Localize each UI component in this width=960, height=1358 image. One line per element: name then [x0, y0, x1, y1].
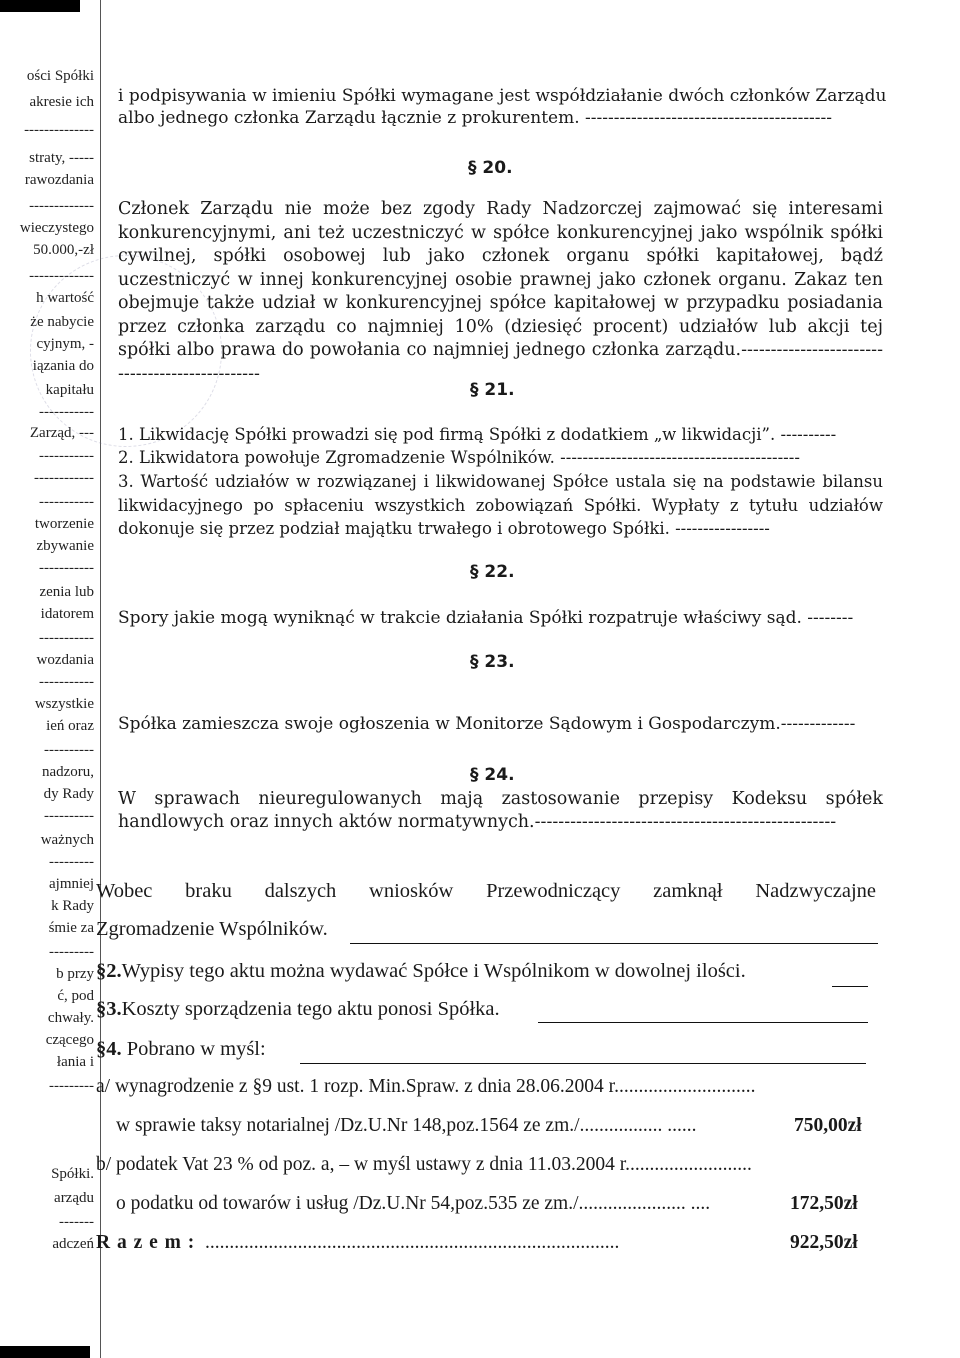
- stub-line: wieczystego: [19, 220, 94, 236]
- section-20-text: Członek Zarządu nie może bez zgody Rady Nadzorczej zajmować się interesami konkurencyjnymi, ani też uczestniczyć w spółce konkurencyjnej jako wspólnik spółki cywilnej, spółki osobowej lub jako członek organu spółki kapitałowej, bądź uczestniczyć w innej konkurencyjnej osobie prawnej jako członek organu. Zakaz ten obejmuje także udział w konkurencyjnej spółce kapitałowej w przypadku posiadania przez członka zarządu co najmniej 10% (dziesięć procent) udziałów lub akcji tej spółki albo prawa do powołania co najmniej jednego członka zarządu.------------------------------------------------: [118, 199, 883, 384]
- total-amount: 922,50zł: [790, 1232, 858, 1253]
- stub-line: wozdania: [36, 652, 94, 668]
- stub-line: tworzenie: [34, 516, 94, 532]
- stub-line: ----------: [44, 808, 94, 824]
- stub-line: -------------: [29, 268, 94, 284]
- section-21-item-1: 1. Likwidację Spółki prowadzi się pod firmą Spółki z dodatkiem „w likwidacji”. ----------: [118, 425, 837, 444]
- fee-b-sub: o podatku od towarów i usług /Dz.U.Nr 54,poz.535 ze zm./...................... ....: [116, 1193, 711, 1214]
- stub-line: dy Rady: [43, 786, 94, 802]
- stub-line: cyjnym, -: [36, 336, 94, 352]
- stub-line: -----------: [39, 630, 94, 646]
- section-23-heading: § 23.: [470, 652, 515, 672]
- underline-closing: [350, 943, 878, 944]
- stub-line: ć, pod: [57, 988, 94, 1004]
- section-24-heading: § 24.: [470, 765, 515, 785]
- section-21-heading: § 21.: [470, 380, 515, 400]
- total-dots: .....................................................................................: [205, 1232, 620, 1253]
- stub-line: ień oraz: [46, 718, 94, 734]
- fee-a-amount: 750,00zł: [794, 1115, 862, 1136]
- paragraph-4: [96, 1038, 266, 1061]
- section-22-text: Spory jakie mogą wyniknąć w trakcie działania Spółki rozpatruje właściwy sąd. --------: [118, 608, 854, 628]
- fee-b-line: b/ podatek Vat 23 % od poz. a, – w myśl ustawy z dnia 11.03.2004 r..........................: [96, 1154, 752, 1175]
- stub-line: -----------: [39, 494, 94, 510]
- section-20-heading: § 20.: [468, 158, 513, 178]
- stub-line: -----------: [39, 448, 94, 464]
- stub-line: b przy: [56, 966, 94, 982]
- stub-line: ------------: [34, 470, 94, 486]
- stub-line: idatorem: [40, 606, 94, 622]
- stub-line: ważnych: [40, 832, 94, 848]
- stub-line: chwały.: [47, 1010, 94, 1026]
- stub-line: adczeń: [52, 1236, 94, 1252]
- closing-line-2: Zgromadzenie Wspólników.: [96, 918, 328, 940]
- underline-p4: [300, 1063, 866, 1064]
- stub-line: --------------: [24, 122, 94, 138]
- stub-line: -------------: [29, 198, 94, 214]
- stub-line: ---------: [49, 854, 94, 870]
- underline-p3: [538, 1022, 868, 1023]
- stub-line: śmie za: [48, 920, 94, 936]
- stub-line: iązania do: [32, 358, 94, 374]
- top-line-1: i podpisywania w imieniu Spółki wymagane jest współdziałanie dwóch członków Zarządu: [118, 86, 887, 106]
- paragraph-4-number: §4.: [96, 1038, 122, 1060]
- fee-b-amount: 172,50zł: [790, 1193, 858, 1214]
- stub-line: -------: [59, 1214, 94, 1230]
- section-21-item-2: 2. Likwidatora powołuje Zgromadzenie Wspólników. -------------------------------------------: [118, 448, 800, 467]
- closing-line-1: Wobec braku dalszych wniosków Przewodniczący zamknął Nadzwyczajne: [96, 880, 876, 902]
- section-23-text: Spółka zamieszcza swoje ogłoszenia w Monitorze Sądowym i Gospodarczym.-------------: [118, 714, 856, 734]
- underline-p2: [832, 986, 868, 987]
- paragraph-3-text: Koszty sporządzenia tego aktu ponosi Spółka.: [121, 998, 500, 1020]
- previous-page-stub: [0, 0, 101, 1358]
- paragraph-2: [96, 960, 746, 983]
- section-21-item-3: 3. Wartość udziałów w rozwiązanej i likwidowanej Spółce ustala się na podstawie bilansu likwidacyjnego po spłaceniu wszystkich zobowiązań Spółki. Wypłaty z tytułu udziałów dokonuje się przez podział majątku trwałego i obrotowego Spółki. -----------------: [118, 472, 883, 538]
- stub-line: akresie ich: [29, 94, 94, 110]
- stub-line: zbywanie: [36, 538, 94, 554]
- stub-line: zenia lub: [39, 584, 94, 600]
- fee-a-sub: w sprawie taksy notarialnej /Dz.U.Nr 148,poz.1564 ze zm./................. ......: [116, 1115, 697, 1136]
- stub-line: 50.000,-zł: [33, 242, 94, 258]
- stub-line: ---------: [49, 944, 94, 960]
- stub-line: kapitału: [45, 382, 94, 398]
- total-label: R a z e m :: [96, 1232, 196, 1253]
- stub-line: ości Spółki: [26, 68, 94, 84]
- stub-line: czącego: [45, 1032, 94, 1048]
- top-line-2: albo jednego członka Zarządu łącznie z prokurentem. -------------------------------------------: [118, 108, 833, 128]
- paragraph-3: [96, 998, 500, 1021]
- stub-line: -----------: [39, 560, 94, 576]
- stub-line: nadzoru,: [41, 764, 94, 780]
- fee-a-line: a/ wynagrodzenie z §9 ust. 1 rozp. Min.Spraw. z dnia 28.06.2004 r.............................: [96, 1076, 756, 1097]
- section-24-text: W sprawach nieuregulowanych mają zastosowanie przepisy Kodeksu spółek handlowych oraz innych aktów normatywnych.---------------------------------------------------: [118, 789, 883, 832]
- stub-line: -----------: [39, 404, 94, 420]
- stub-line: h wartość: [36, 290, 94, 306]
- stub-line: ajmniej: [49, 876, 94, 892]
- stub-line: straty, -----: [29, 150, 94, 166]
- section-22-heading: § 22.: [470, 562, 515, 582]
- stub-line: -----------: [39, 674, 94, 690]
- stub-line: Zarząd, ---: [29, 425, 94, 441]
- stub-line: k Rady: [51, 898, 94, 914]
- paragraph-2-text: Wypisy tego aktu można wydawać Spółce i Wspólnikom w dowolnej ilości.: [121, 960, 746, 982]
- stub-line: ---------: [49, 1078, 94, 1094]
- stub-line: Spółki.: [51, 1166, 94, 1182]
- stub-line: że nabycie: [30, 314, 94, 330]
- paragraph-4-text: Pobrano w myśl:: [126, 1038, 266, 1060]
- paragraph-3-number: §3.: [96, 998, 122, 1020]
- paragraph-2-number: §2.: [96, 960, 122, 982]
- stub-line: wszystkie: [34, 696, 94, 712]
- stub-line: rawozdania: [24, 172, 94, 188]
- stub-line: ----------: [44, 742, 94, 758]
- stub-line: arządu: [54, 1190, 94, 1206]
- stub-line: łania i: [56, 1054, 94, 1070]
